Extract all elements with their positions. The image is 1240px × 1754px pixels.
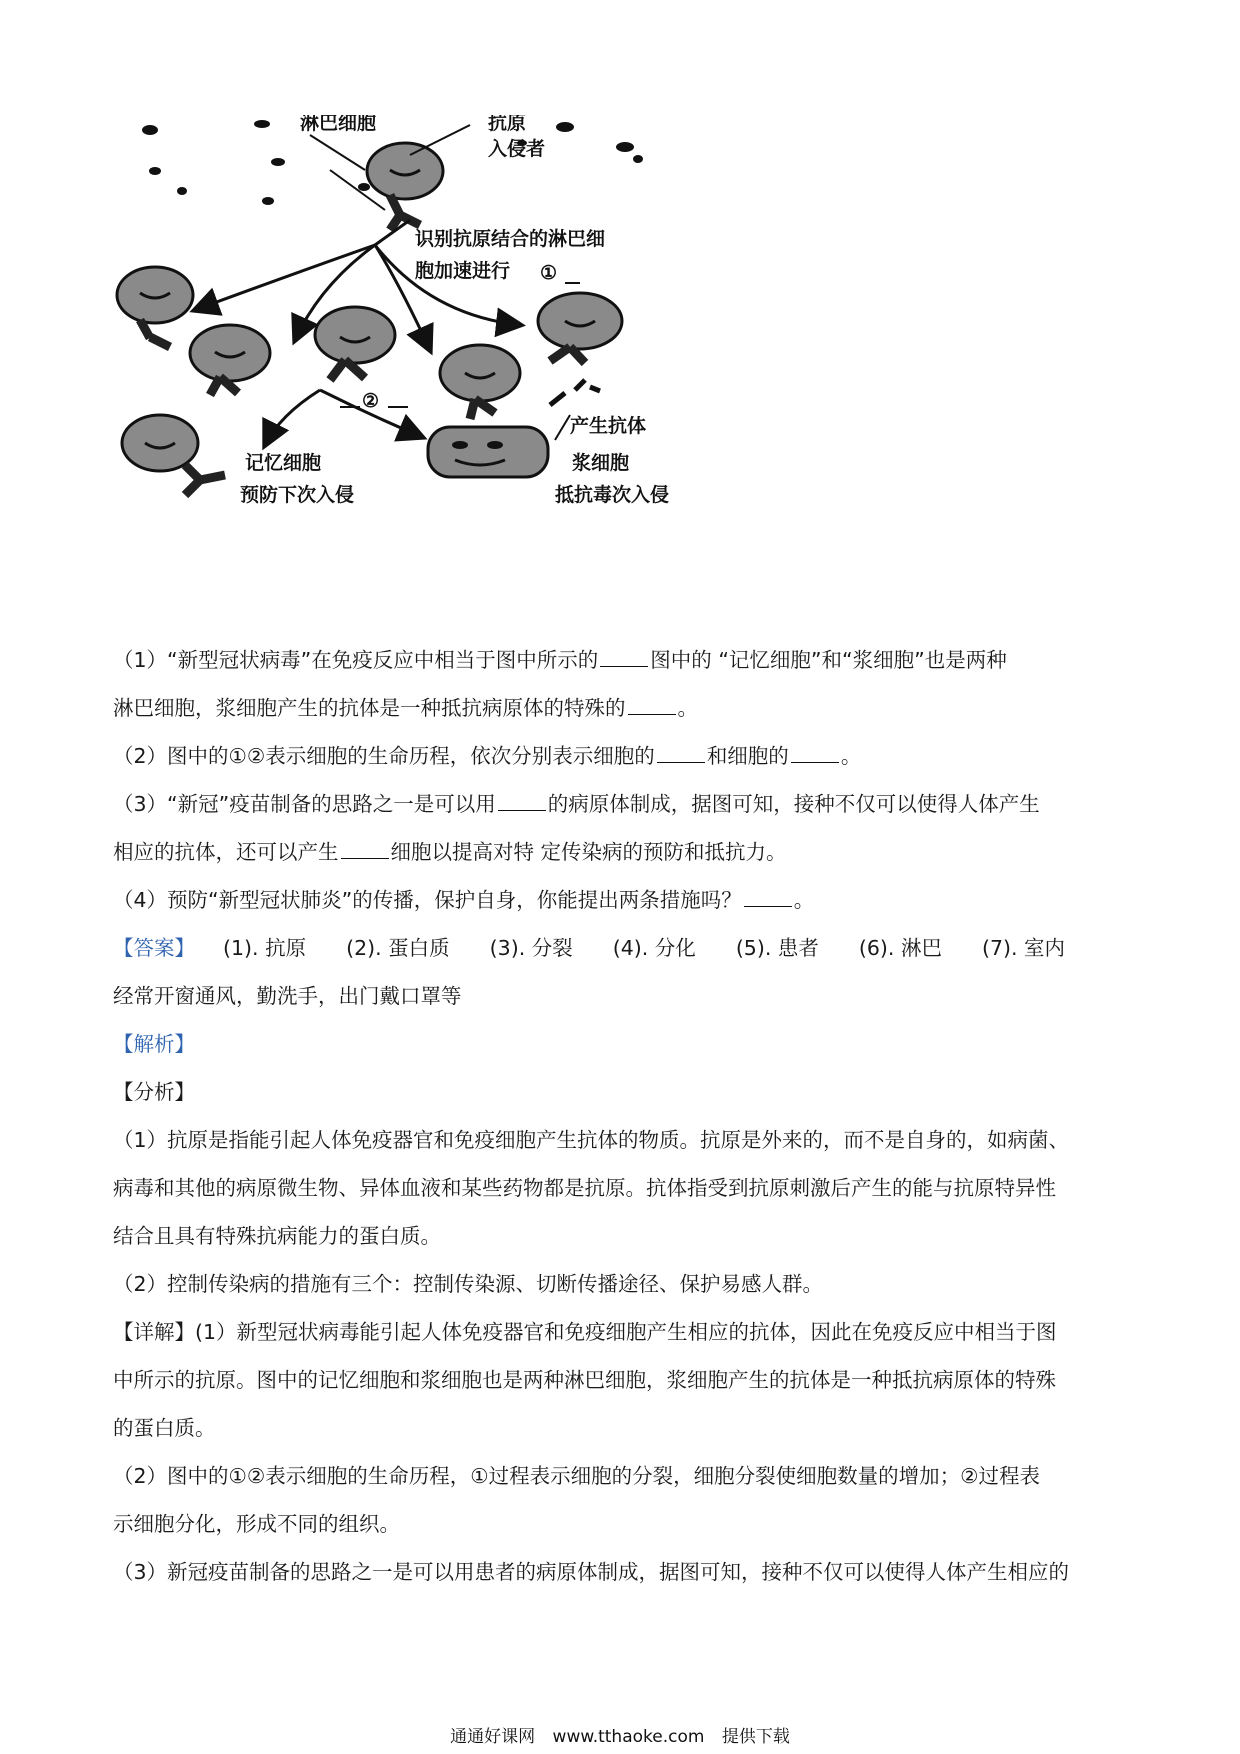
q1-text-a: （1）“新型冠状病毒”在免疫反应中相当于图中所示的 <box>113 648 599 672</box>
answer-blank[interactable] <box>628 700 676 715</box>
answer-item: (1). 抗原 <box>223 936 307 960</box>
q3-text-d: 细胞以提高对特 定传染病的预防和抵抗力。 <box>390 840 787 864</box>
label-recognize-2: 胞加速进行 <box>415 260 511 282</box>
analysis-paragraph: 结合且具有特殊抗病能力的蛋白质。 <box>113 1224 441 1248</box>
memory-cell <box>122 415 225 495</box>
immune-response-figure <box>110 115 760 585</box>
q4-text-b: 。 <box>793 888 815 912</box>
footer-action: 提供下载 <box>721 1727 790 1747</box>
immune-diagram <box>110 115 760 585</box>
lymphocyte-left <box>117 267 193 347</box>
lymphocyte-top <box>367 143 443 230</box>
answer-blank[interactable] <box>791 748 839 763</box>
detail-paragraph: 示细胞分化，形成不同的组织。 <box>113 1512 400 1536</box>
q3-text-c: 相应的抗体，还可以产生 <box>113 840 339 864</box>
page-footer <box>0 1722 1240 1747</box>
q3-text-b: 的病原体制成，据图可知，接种不仅可以使得人体产生 <box>547 792 1040 816</box>
answer-item: (2). 蛋白质 <box>346 936 450 960</box>
footer-site: 通通好课网 <box>450 1727 536 1747</box>
analysis-sub-label: 【分析】 <box>113 1080 195 1104</box>
label-plasma-cell: 浆细胞 <box>572 452 630 474</box>
answer-label: 【答案】 <box>113 936 195 960</box>
q1-text-b: 图中的 “记忆细胞”和“浆细胞”也是两种 <box>650 648 1007 672</box>
label-mark-2: ② <box>362 390 380 412</box>
label-plasma-desc: 抵抗毒次入侵 <box>555 484 670 506</box>
answer-item: (7). 室内 <box>981 936 1066 960</box>
analysis-paragraph: （2）控制传染病的措施有三个：控制传染源、切断传播途径、保护易感人群。 <box>113 1272 824 1296</box>
answer-item: (4). 分化 <box>612 936 696 960</box>
label-memory-desc: 预防下次入侵 <box>240 484 355 506</box>
question-4 <box>113 876 1133 924</box>
label-lymphocyte: 淋巴细胞 <box>300 115 377 134</box>
label-memory-cell: 记忆细胞 <box>245 452 322 474</box>
footer-url[interactable]: www.tthaoke.com <box>552 1727 705 1747</box>
label-invader: 入侵者 <box>488 138 546 160</box>
q3-text-a: （3）“新冠”疫苗制备的思路之一是可以用 <box>113 792 496 816</box>
question-3 <box>113 780 1133 828</box>
answer-blank[interactable] <box>744 892 792 907</box>
lymphocyte-center <box>315 307 395 380</box>
analysis-label: 【解析】 <box>113 1032 195 1056</box>
answer-item: (5). 患者 <box>735 936 819 960</box>
label-recognize-1: 识别抗原结合的淋巴细 <box>415 228 606 250</box>
question-2 <box>113 732 1133 780</box>
analysis-paragraph: （1）抗原是指能引起人体免疫器官和免疫细胞产生抗体的物质。抗原是外来的，而不是自身的，如病菌、 <box>113 1128 1070 1152</box>
detail-paragraph: （2）图中的①②表示细胞的生命历程，①过程表示细胞的分裂，细胞分裂使细胞数量的增加；②过程表 <box>113 1464 1041 1488</box>
analysis-paragraph: 病毒和其他的病原微生物、异体血液和某些药物都是抗原。抗体指受到抗原刺激后产生的能与抗原特异性 <box>113 1176 1056 1200</box>
detail-paragraph: 的蛋白质。 <box>113 1416 216 1440</box>
q2-text-c: 。 <box>840 744 862 768</box>
question-3-cont <box>113 828 1133 876</box>
question-content <box>113 636 1133 1596</box>
answer-row <box>113 924 1133 972</box>
answer-blank[interactable] <box>657 748 705 763</box>
label-mark-1: ① <box>540 262 558 284</box>
answer-item: (6). 淋巴 <box>858 936 942 960</box>
q2-text-b: 和细胞的 <box>706 744 789 768</box>
answer-item: (3). 分裂 <box>489 936 573 960</box>
lymphocyte-right <box>538 293 622 363</box>
answer-blank[interactable] <box>341 844 389 859</box>
answer-blank[interactable] <box>498 796 546 811</box>
answer-continuation: 经常开窗通风，勤洗手，出门戴口罩等 <box>113 984 462 1008</box>
q1-text-d: 。 <box>677 696 698 720</box>
q2-text-a: （2）图中的①②表示细胞的生命历程，依次分别表示细胞的 <box>113 744 655 768</box>
q4-text-a: （4）预防“新型冠状肺炎”的传播，保护自身，你能提出两条措施吗？ <box>113 888 742 912</box>
detail-paragraph: （3）新冠疫苗制备的思路之一是可以用患者的病原体制成，据图可知，接种不仅可以使得人体产生相应的 <box>113 1560 1070 1584</box>
q1-text-c: 淋巴细胞，浆细胞产生的抗体是一种抵抗病原体的特殊的 <box>113 696 626 720</box>
lymphocyte-mid-right <box>440 345 520 419</box>
question-1 <box>113 636 1133 684</box>
detail-paragraph: 【详解】(1）新型冠状病毒能引起人体免疫器官和免疫细胞产生相应的抗体，因此在免疫反应中相当于图 <box>113 1320 1057 1344</box>
label-antigen: 抗原 <box>488 115 527 134</box>
detail-paragraph: 中所示的抗原。图中的记忆细胞和浆细胞也是两种淋巴细胞，浆细胞产生的抗体是一种抵抗病原体的特殊 <box>113 1368 1056 1392</box>
lymphocyte-mid-left <box>190 325 270 395</box>
label-produce-antibody: 产生抗体 <box>570 415 647 437</box>
answer-blank[interactable] <box>600 652 648 667</box>
plasma-cell <box>428 427 548 477</box>
question-1-cont <box>113 684 1133 732</box>
